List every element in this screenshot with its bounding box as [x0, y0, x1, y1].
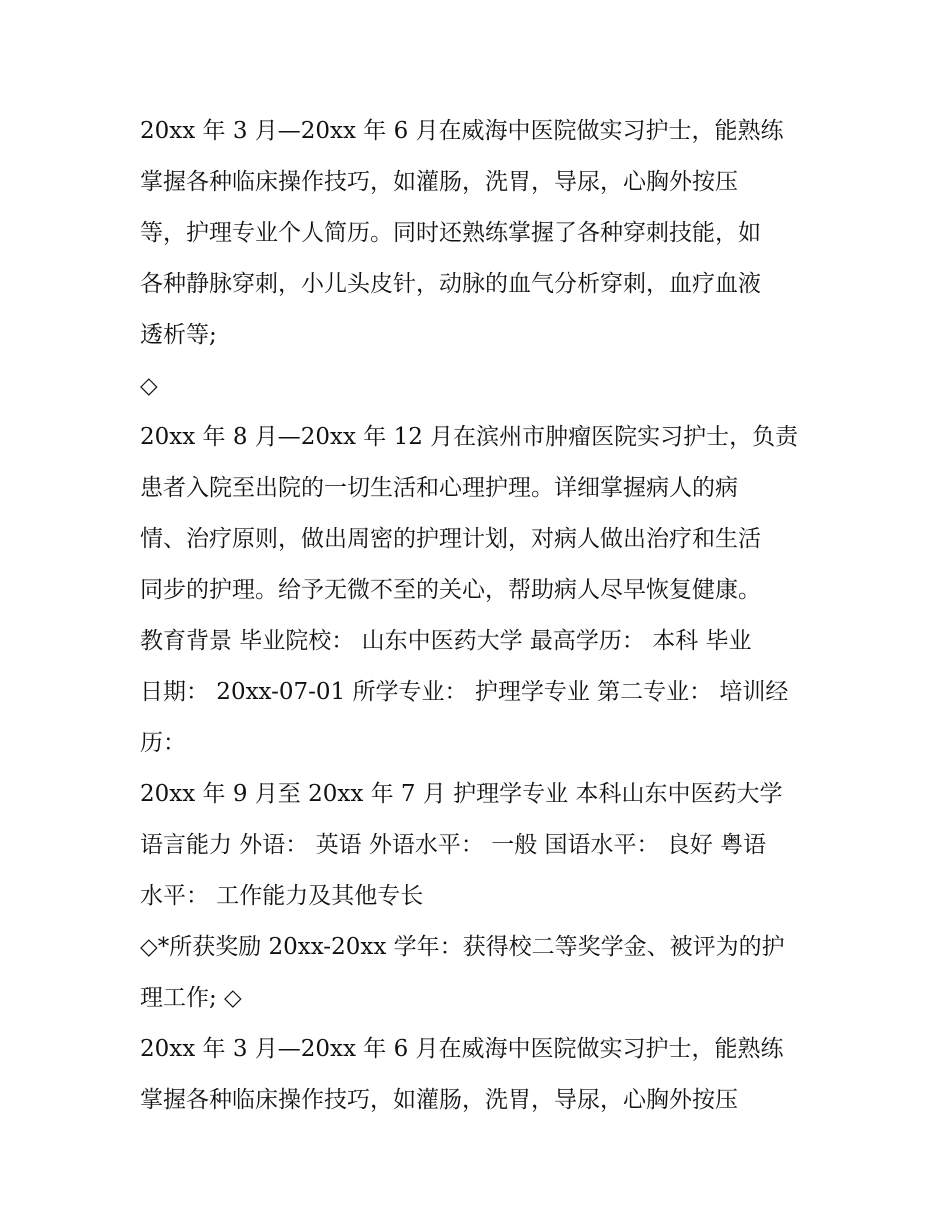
language-line: 水平： 工作能力及其他专长: [140, 883, 424, 909]
text-line: 透析等;: [140, 322, 217, 348]
education-line: 日期： 20xx-07-01 所学专业： 护理学专业 第二专业： 培训经: [140, 679, 789, 705]
diamond-bullet: ◇: [140, 373, 158, 399]
text-line: 掌握各种临床操作技巧，如灌肠，洗胃，导尿，心胸外按压: [140, 1087, 738, 1113]
text-line: 情、治疗原则，做出周密的护理计划，对病人做出治疗和生活: [140, 526, 761, 552]
text-line: 各种静脉穿刺，小儿头皮针，动脉的血气分析穿刺，血疗血液: [140, 271, 761, 297]
education-line: 历：: [140, 730, 186, 756]
language-line: 语言能力 外语： 英语 外语水平： 一般 国语水平： 良好 粤语: [140, 832, 767, 858]
training-line: 20xx 年 9 月至 20xx 年 7 月 护理学专业 本科山东中医药大学: [140, 781, 783, 807]
awards-line: ◇*所获奖励 20xx-20xx 学年：获得校二等奖学金、被评为的护: [140, 934, 785, 960]
text-line: 同步的护理。给予无微不至的关心，帮助病人尽早恢复健康。: [140, 577, 761, 603]
text-line: 掌握各种临床操作技巧，如灌肠，洗胃，导尿，心胸外按压: [140, 169, 738, 195]
text-line: 20xx 年 3 月—20xx 年 6 月在威海中医院做实习护士，能熟练: [140, 1036, 784, 1062]
text-line: 20xx 年 8 月—20xx 年 12 月在滨州市肿瘤医院实习护士，负责: [140, 424, 799, 450]
education-line: 教育背景 毕业院校： 山东中医药大学 最高学历： 本科 毕业: [140, 628, 752, 654]
text-line: 20xx 年 3 月—20xx 年 6 月在威海中医院做实习护士，能熟练: [140, 118, 784, 144]
text-line: 患者入院至出院的一切生活和心理护理。详细掌握病人的病: [140, 475, 738, 501]
document-body: [140, 106, 816, 1126]
text-line: 等，护理专业个人简历。同时还熟练掌握了各种穿刺技能，如: [140, 220, 761, 246]
awards-line: 理工作; ◇: [140, 985, 242, 1011]
